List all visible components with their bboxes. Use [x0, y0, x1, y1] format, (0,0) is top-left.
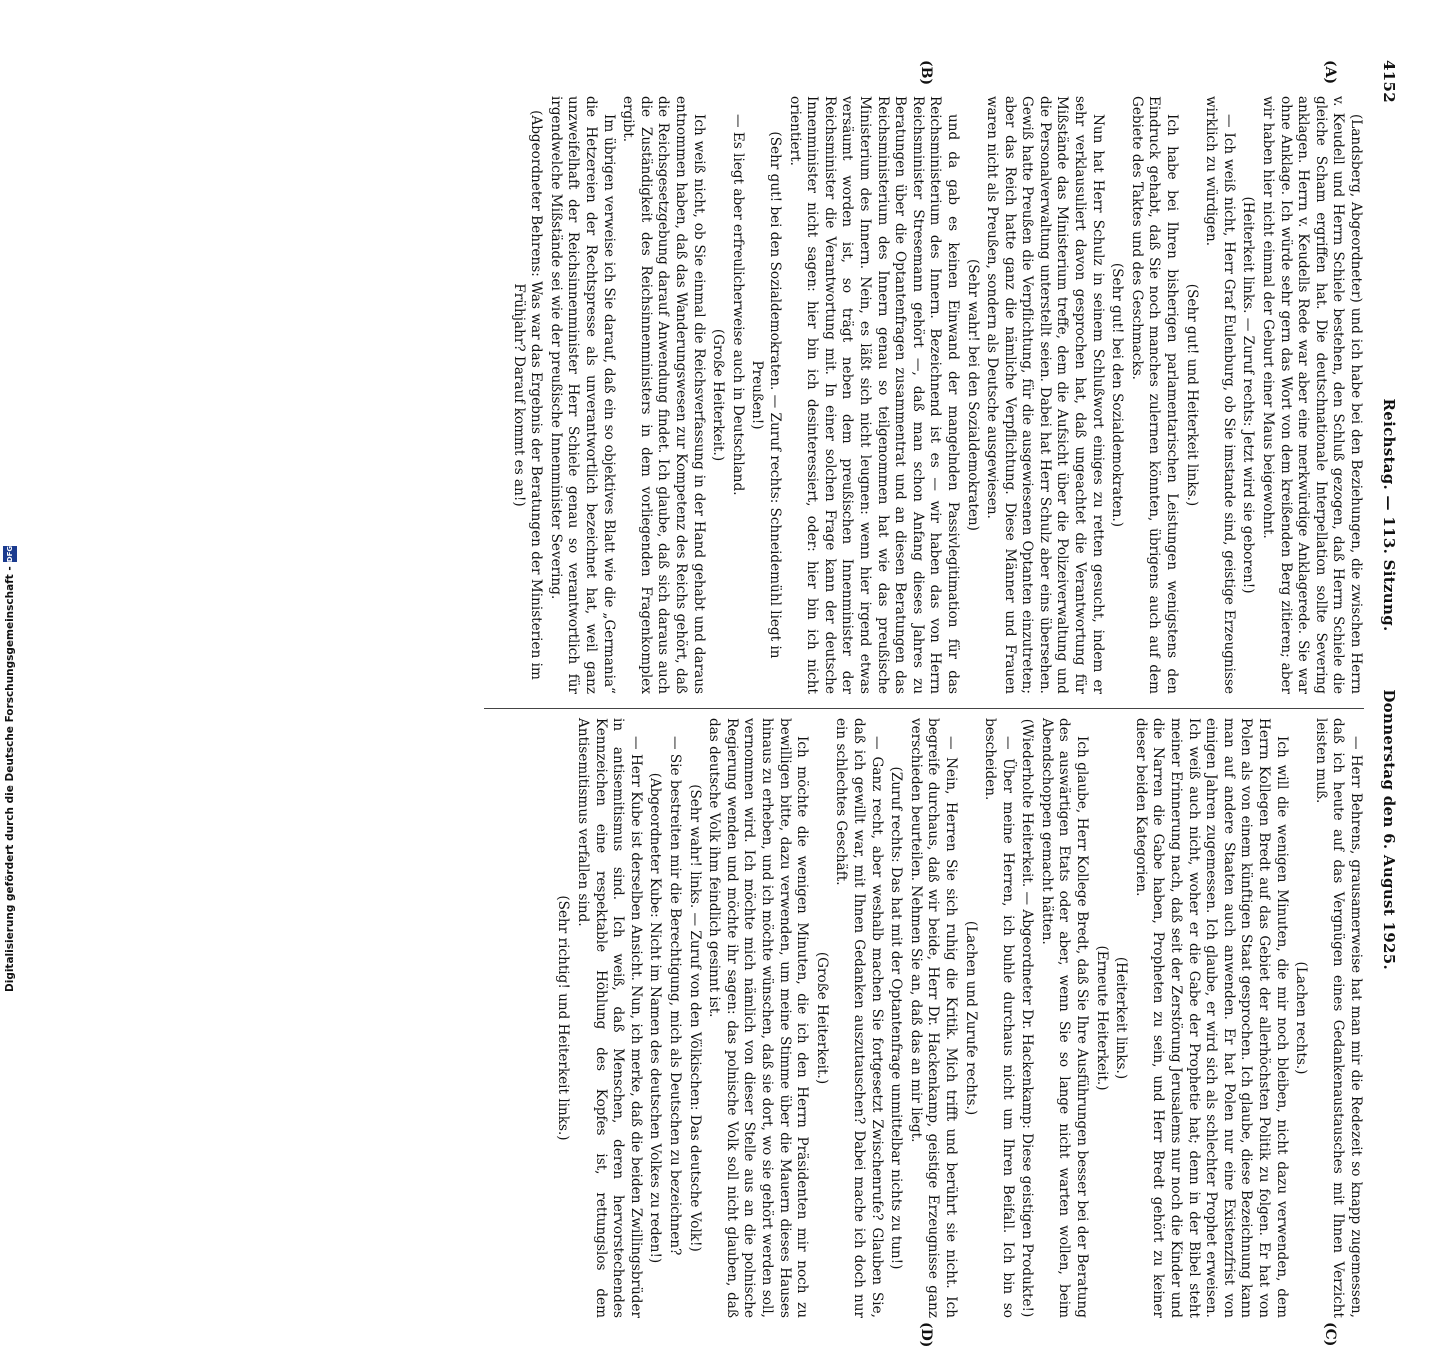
- stage-direction: (Sehr wahr! links. — Zuruf von den Völkischen: Das deutsche Volk!): [686, 784, 703, 1252]
- stage-direction: (Sehr gut! und Heiterkeit links.): [1183, 283, 1200, 507]
- stage-direction: (Sehr gut! bei den Sozialdemokraten. — Zuruf rechts: Schneidemühl liegt in Preußen!): [749, 131, 783, 659]
- stage-direction: (Große Heiterkeit.): [813, 951, 830, 1085]
- stage-direction: (Heiterkeit links.): [1113, 956, 1130, 1080]
- paragraph: Nun hat Herr Schulz in seinem Schlußwort einiges zu retten gesucht, indem er sehr verklausuliert davon gesprochen hat, daß ungeachtet die Verantwortung für Mißstände das Ministerium treffe, dem die Aufsicht über die Polizeiverwaltung und die Personalverwaltung unterstellt seien. Dabei hat Herr Schulz aber eins übersehen. Gewiß hatte Preußen die Verpflichtung, für die ausgewiesenen Optanten einzutreten; aber das Reich hatte ganz die nämliche Verpflichtung. Diese Männer und Frauen waren nicht als Preußen, sondern als Deutsche ausgewiesen.: [984, 96, 1106, 694]
- column-divider: [484, 708, 1364, 709]
- stage-direction: (Sehr gut! bei den Sozialdemokraten.): [1109, 262, 1126, 528]
- running-head-date: Donnerstag den 6. August 1925.: [1380, 689, 1398, 970]
- paragraph: — Über meine Herren, ich buhle durchaus nicht um Ihren Beifall. Ich bin so bescheiden.: [982, 718, 1016, 1318]
- paragraph: Ich habe bei Ihren bisherigen parlamentarischen Leistungen wenigstens den Eindruck gehabt, daß Sie noch manches zulernen könnten, übrigens auch auf dem Gebiete des Taktes und des Geschmacks.: [1128, 96, 1181, 694]
- paragraph: Ich will die wenigen Minuten, die mir noch bleiben, nicht dazu verwenden, dem Herrn Kollegen Bredt auf das Gebiet der allerhöchsten Politik zu folgen. Er hat von Polen als von einem künftigen Staat gesprochen. Ich glaube, diese Bezeichnung kann man auf andere Staaten auch anwenden. Er hat Polen nur eine Existenzfrist von einigen Jahren zugemessen. Ich glaube, er wird sich als schlechter Prophet erweisen. Ich weiß auch nicht, woher er die Gabe der Prophetie hat; denn in der Bibel steht meiner Erinnerung nach, daß seit der Zerstörung Jerusalems nur noch die Kinder und die Narren die Gabe haben, Propheten zu sein, und Herr Bredt gehört zu keiner dieser beiden Kategorien.: [1132, 718, 1290, 1318]
- stage-direction: (Sehr richtig! und Heiterkeit links.): [555, 895, 572, 1141]
- margin-marker-a: (A): [1322, 60, 1338, 85]
- paragraph: — Sie bestreiten mir die Berechtigung, mich als Deutschen zu bezeichnen?: [667, 736, 684, 1256]
- margin-marker-d: (D): [918, 1322, 934, 1347]
- left-text-column: [507, 96, 1364, 694]
- running-head: [1372, 60, 1398, 970]
- page-number: 4152: [1380, 60, 1398, 103]
- paragraph: und da gab es keinen Einwand der mangelnden Passivlegitimation für das Reichsministerium des Innern. Bezeichnend ist es — wir haben das von Herrn Reichsminister Stresemann gehört —, daß man schon Anfang dieses Jahres zu Beratungen über die Optantenfragen zusammentrat und an diesen Beratungen das Reichsministerium des Innern genau so teilgenommen hat wie das preußische Ministerium des Innern. Nein, es läßt sich nicht leugnen: wenn hier irgend etwas versäumt worden ist, so trägt neben dem preußischen Innenminister der Reichsminister die Verantwortung mit. In einer solchen Frage kann der deutsche Innenminister nicht sagen: hier bin ich desinteressiert, oder: hier bin ich nicht orientiert.: [786, 96, 961, 694]
- stage-direction: (Lachen rechts.): [1293, 961, 1310, 1075]
- stage-direction: (Erneute Heiterkeit.): [1093, 945, 1110, 1091]
- stage-direction: (Heiterkeit links. — Zuruf rechts: Jetzt wird sie geboren!): [1240, 196, 1257, 594]
- paragraph: — Es liegt aber erfreulicherweise auch in Deutschland.: [729, 114, 746, 496]
- paragraph: — Herr Behrens, grausamerweise hat man mir die Redezeit so knapp zugemessen, daß ich heute auf das Vergnügen eines Gedankenaustausches mit Ihnen Verzicht leisten muß.: [1312, 718, 1364, 1318]
- stage-direction: (Große Heiterkeit.): [710, 328, 727, 462]
- stage-direction: (Sehr wahr! bei den Sozialdemokraten): [964, 259, 981, 531]
- paragraph: — Ganz recht, aber weshalb machen Sie fortgesetzt Zwischenrufe? Glauben Sie, daß ich gewillt war, mit Ihnen Gedanken auszutauschen? Dabei mache ich doch nur ein schlechtes Geschäft.: [833, 718, 885, 1318]
- digitization-note: [2, 2, 20, 992]
- stage-direction: (Zuruf rechts: Das hat mit der Optantenfrage unmittelbar nichts zu tun!): [888, 766, 905, 1270]
- paragraph: Ich möchte die wenigen Minuten, die ich den Herrn Präsidenten mir noch zu bewilligen bitte, dazu verwenden, um meine Stimme über die Mauern dieses Hauses hinaus zu erheben, und ich möchte wünschen, daß sie dort, wo sie gehört werden soll, vernommen wird. Ich möchte mich nämlich von dieser Stelle aus an die polnische Regierung wenden und möchte ihr sagen: das polnische Volk soll nicht glauben, daß das deutsche Volk ihm feindlich gesinnt ist.: [706, 718, 811, 1318]
- paragraph: — Herr Kube ist derselben Ansicht. Nun, ich merke, daß die beiden Zwillingsbrüder in antisemitismus sind. Ich weiß, daß Menschen, deren hervorstechendes Kennzeichen eine respektable Höhlung des Kopfes ist, rettungslos dem Antisemitismus verfallen sind.: [575, 718, 644, 1318]
- paragraph: — Nein, Herren Sie sich ruhig die Kritik. Mich trifft und berührt sie nicht. Ich begreife durchaus, daß wir beide, Herr Dr. Hackenkamp, geistige Erzeugnisse ganz verschieden beurteilen. Nehmen Sie an, daß das an mir liegt.: [907, 718, 959, 1318]
- stage-direction: (Lachen und Zurufe rechts.): [962, 920, 979, 1116]
- paragraph: Im übrigen verweise ich Sie darauf, daß ein so objektives Blatt wie die „Germania“ die Hetzereien der Rechtspresse als unverantwortlich bezeichnet hat, weil ganz unzweifelhaft der Reichsinnenminister Herr Schiele genau so verantwortlich für irgendwelche Mißstände sei wie der preußische Innenminister Severing.: [547, 96, 617, 694]
- paragraph: (Landsberg, Abgeordneter) und ich habe bei den Beziehungen, die zwischen Herrn v. Keudell und Herrn Schiele bestehen, den Schluß gezogen, daß Herrn Schiele die gleiche Scham ergriffen hat. Die deutschnationale Interpellation sollte Severing anklagen. Herrn v. Keudells Rede war aber eine merkwürdige Anklagerede. Sie war ohne Anklage. Ich würde sehr gern das Wort von dem kreißenden Berg zitieren; aber wir haben hier nicht einmal der Geburt einer Maus beigewohnt.: [1260, 96, 1364, 694]
- paragraph: — Ich weiß nicht, Herr Graf Eulenburg, ob Sie imstande sind, geistige Erzeugnisse wirklich zu würdigen.: [1203, 96, 1237, 694]
- margin-marker-c: (C): [1322, 1322, 1338, 1347]
- margin-marker-b: (B): [918, 60, 934, 86]
- stage-direction: (Wiederholte Heiterkeit. — Abgeordneter Dr. Hackenkamp: Diese geistigen Produkte!): [1019, 718, 1036, 1318]
- right-text-column: [552, 718, 1364, 1318]
- dfg-logo-icon: DFG: [3, 546, 17, 562]
- paragraph: Ich glaube, Herr Kollege Bredt, daß Sie Ihre Ausführungen besser bei der Beratung des auswärtigen Etats oder aber, wenn Sie so lange nicht warten wollen, beim Abendschoppen gemacht hätten.: [1038, 718, 1091, 1318]
- paragraph: Ich weiß nicht, ob Sie einmal die Reichsverfassung in der Hand gehabt und daraus entnommen haben, daß das Wanderungswesen zur Kompetenz des Reichs gehört, daß die Reichsgesetzgebung darauf Anwendung findet. Ich glaube, daß sich daraus auch die Zuständigkeit des Reichsinnenministers in dem vorliegenden Fragenkomplex ergibt.: [620, 96, 707, 694]
- running-head-title: Reichstag. — 113. Sitzung.: [1380, 398, 1398, 632]
- stage-direction: (Abgeordneter Kube: Nicht im Namen des deutschen Volkes zu reden!): [647, 772, 664, 1264]
- stage-direction: (Abgeordneter Behrens: Was war das Ergebnis der Beratungen der Ministerien im Frühjahr? Darauf kommt es an!): [510, 110, 545, 680]
- digitization-note-text: Digitalisierung gefördert durch die Deutsche Forschungsgemeinschaft -: [4, 566, 16, 992]
